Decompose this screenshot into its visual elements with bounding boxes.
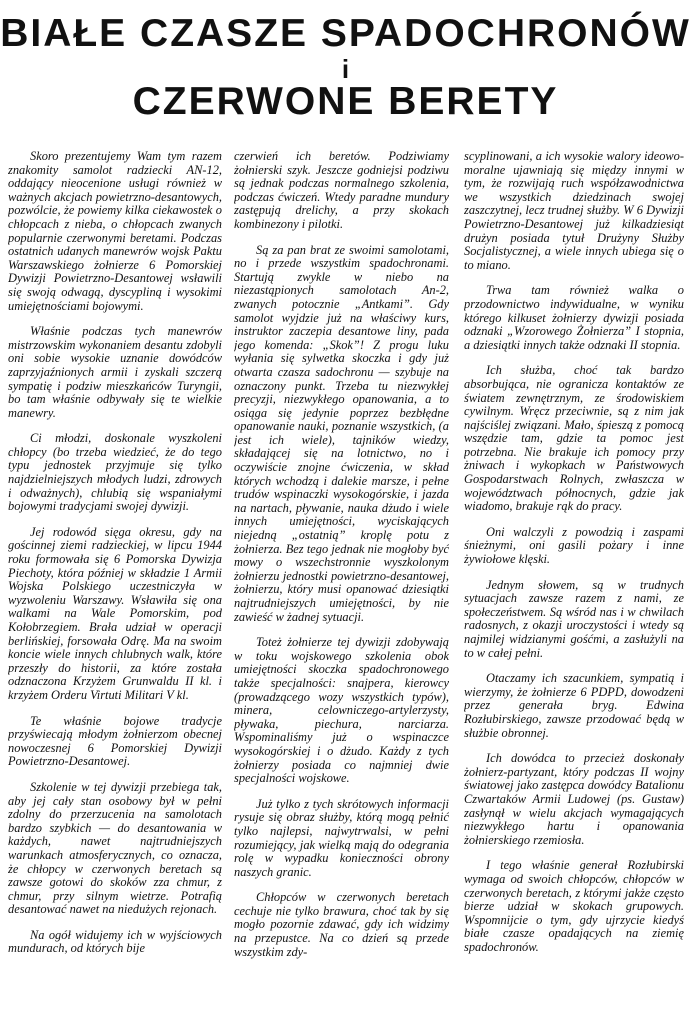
article-paragraph: Ich służba, choć tak bardzo absorbująca, nie ogranicza kontaktów ze światem zewnętrznym, ze środowiskiem cywilnym. Wręcz przeciwnie, są z nim jak najściślej związani. Mało, śpieszą z pomocą wszędzie tam, gdzie ta pomoc jest potrzebna. Nie brakuje ich pomocy przy żniwach i wykopkach w Państwowych Gospodarstwach Rolnych, zwłaszcza w województwach północnych, gdzie jak wiadomo, brakuje rąk do pracy. [464,363,684,514]
article-column-3 [464,150,684,1024]
article-paragraph: I tego właśnie generał Rozłubirski wymaga od swoich chłopców, chłopców w czerwonych beretach, z którymi jakże często bierze udział w skokach grupowych. Wspomnijcie o tym, gdy ujrzycie kiedyś białe czasze opadających na ziemię spadochronów. [464,858,684,954]
article-paragraph: czerwień ich beretów. Podziwiamy żołnierski szyk. Jeszcze godniejsi podziwu są jednak podczas normalnego szkolenia, podczas ćwiczeń. Wtedy paradne mundury zastępują drelichy, a przy skokach kombinezony i pilotki. [234,150,449,231]
article-paragraph: Właśnie podczas tych manewrów mistrzowskim wykonaniem desantu zdobyli oni sobie wysokie uznanie dowódców zaprzyjaźnionych armii i zyskali szczerą sympatię i podziw mieszkańców Turyngii, bo tam właśnie odbywały się te wielkie manewry. [8,324,222,420]
article-paragraph: Ich dowódca to przecież doskonały żołnierz-partyzant, który podczas II wojny światowej jako zastępca dowódcy Batalionu Czwartaków Armii Ludowej (ps. Gustaw) zasłynął w wielu akcjach wymagających niezwykłego hartu i opanowania żołnierskiego rzemiosła. [464,751,684,847]
article-paragraph: Na ogół widujemy ich w wyjściowych mundurach, od których bije [8,927,222,956]
article-column-1 [8,150,222,1024]
article-paragraph: Już tylko z tych skrótowych informacji rysuje się obraz służby, którą mogą pełnić tylko najlepsi, najwytrwalsi, w pełni rozumiejący, jak wielką mają do odegrania rolę w wypadku konieczności obrony naszych granic. [234,796,449,879]
article-paragraph: Jej rodowód sięga okresu, gdy na gościnnej ziemi radzieckiej, w lipcu 1944 roku formowała się 6 Pomorska Dywizja Piechoty, która później w składzie 1 Armii Wojska Polskiego uczestniczyła w wyzwoleniu Warszawy. Wsławiła się ona walkami na Wale Pomorskim, pod Kołobrzegiem. Brała udział w operacji berlińskiej, forsowała Odrę. Ma na swoim koncie wiele innych chlubnych walk, które przeszły do historii, za które została odznaczona Krzyżem Grunwaldu II kl. i krzyżem Orderu Virtuti Militari V kl. [8,524,222,702]
article-paragraph: Ci młodzi, doskonale wyszkoleni chłopcy (bo trzeba wiedzieć, że do tego typu jednostek przyjmuje się tylko najdzielniejszych młodych ludzi, zdrowych i odważnych), chlubią się wspaniałymi bojowymi tradycjami swojej dywizji. [8,431,222,514]
article-paragraph: Są za pan brat ze swoimi samolotami, no i przede wszystkim spadochronami. Startują zwykle w niebo na niezastąpionych samolotach An-2, zwanych potocznie „Antkami”. Gdy samolot wyjdzie już na właściwy kurs, instruktor zaczepia desantowe liny, pada jego komenda: „Skok”! Z progu luku wyłania się sylwetka skoczka i gdy już otwarta czasza sadochronu — szybuje na oznaczony punkt. Trzeba tu niezwykłej precyzji, niezwykłego opanowania, a to osiąga się jedynie poprzez bezbłędne opanowanie nauki, poznanie wszystkich, (a jest ich wiele), tajników wiedzy, składającej się na lotnictwo, no i oczywiście znojne ćwiczenia, w skład których wchodzą i dalekie marsze, i pełne trudów wspinaczki wysokogórskie, i jazda na nartach, pływanie, nauka dżudo i wiele innych umiejętności, wyciskających niejedną „ostatnią” kroplę potu z żołnierza. Bez tego jednak nie mogłoby być mowy o wszechstronnie wyszkolonym żołnierzu jednostki powietrzno-desantowej, żołnierzu, który musi opanować dziesiątki najtrudniejszych umiejętności, by nie zawieść w żadnej sytuacji. [234,242,449,624]
article-paragraph: Szkolenie w tej dywizji przebiega tak, aby jej cały stan osobowy był w pełni zdolny do przerzucenia na samolotach bardzo szybkich — do desantowania w każdych, nawet najtrudniejszych warunkach atmosferycznych, co oznacza, że chłopcy w czerwonych beretach są zawsze gotowi do skoków zza chmur, z chmur, przy silnym wietrze. Potrafią desantować nawet na niedużych rejonach. [8,779,222,917]
title-line-1: BIAŁE CZASZE SPADOCHRONÓW [0,12,691,55]
article-column-2 [234,150,449,1024]
article-paragraph: Otaczamy ich szacunkiem, sympatią i wierzymy, że żołnierze 6 PDPD, dowodzeni przez generała bryg. Edwina Rozłubirskiego, zawsze przodować będą w służbie obronnej. [464,671,684,740]
article-paragraph: Trwa tam również walka o przodownictwo indywidualne, w wyniku którego kilkuset żołnierzy dywizji posiada odznaki „Wzorowego Żołnierza” I stopnia, a dziesiątki innych także odznaki II stopnia. [464,283,684,352]
article-paragraph: Jednym słowem, są w trudnych sytuacjach zawsze razem z nami, ze społeczeństwem. Są wśród nas i w chwilach radosnych, z okazji uroczystości i wtedy są najmilej widzianymi gośćmi, a zasłużyli na to w całej pełni. [464,577,684,660]
article-paragraph: Toteż żołnierze tej dywizji zdobywają w toku wojskowego szkolenia obok umiejętności skoczka spadochronowego także specjalności: snajpera, kierowcy (prowadzącego wozy wszystkich typów), minera, celowniczego-artylerzysty, pływaka, piechura, narciarza. Wspominaliśmy już o wspinaczce wysokogórskiej i o dżudo. Każdy z tych żołnierzy posiada co najmniej dwie specjalności wojskowe. [234,635,449,786]
article-paragraph: Chłopców w czerwonych beretach cechuje nie tylko brawura, choć tak by się mogło pozornie zdawać, gdy ich widzimy na przepustce. Na co dzień są przede wszystkim zdy- [234,890,449,959]
article-paragraph: scyplinowani, a ich wysokie walory ideowo-moralne ujawniają się między innymi w tym, że rozwijają ruch współzawodnictwa we wszystkich dziedzinach swojej zaszczytnej, lecz trudnej służby. W 6 Dywizji Powietrzno-Desantowej już kilkadziesiąt drużyn posiada tytuł Drużyny Służby Socjalistycznej, a wiele innych ubiega się o to miano. [464,150,684,272]
article-paragraph: Te właśnie bojowe tradycje przyświecają młodym żołnierzom obecnej nowoczesnej 6 Pomorskiej Dywizji Powietrzno-Desantowej. [8,713,222,769]
title-conjunction: i [341,54,350,84]
article-paragraph: Skoro prezentujemy Wam tym razem znakomity samolot radziecki AN-12, oddający nieocenione usługi również w ważnych akcjach powietrzno-desantowych, pozwólcie, że powiemy kilka ciekawostek o chłopcach z nieba, o chłopcach zwanych popularnie czerwonymi beretami. Podczas ostatnich udanych manewrów wojsk Paktu Warszawskiego żołnierze 6 Pomorskiej Dywizji Powietrzno-Desantowej wsławili się swoją odwagą, dyscypliną i wysokimi umiejętnościami bojowymi. [8,150,222,313]
title-line-2: CZERWONE BERETY [132,80,559,123]
article-paragraph: Oni walczyli z powodzią i zaspami śnieżnymi, oni gasili pożary i inne żywiołowe klęski. [464,524,684,567]
